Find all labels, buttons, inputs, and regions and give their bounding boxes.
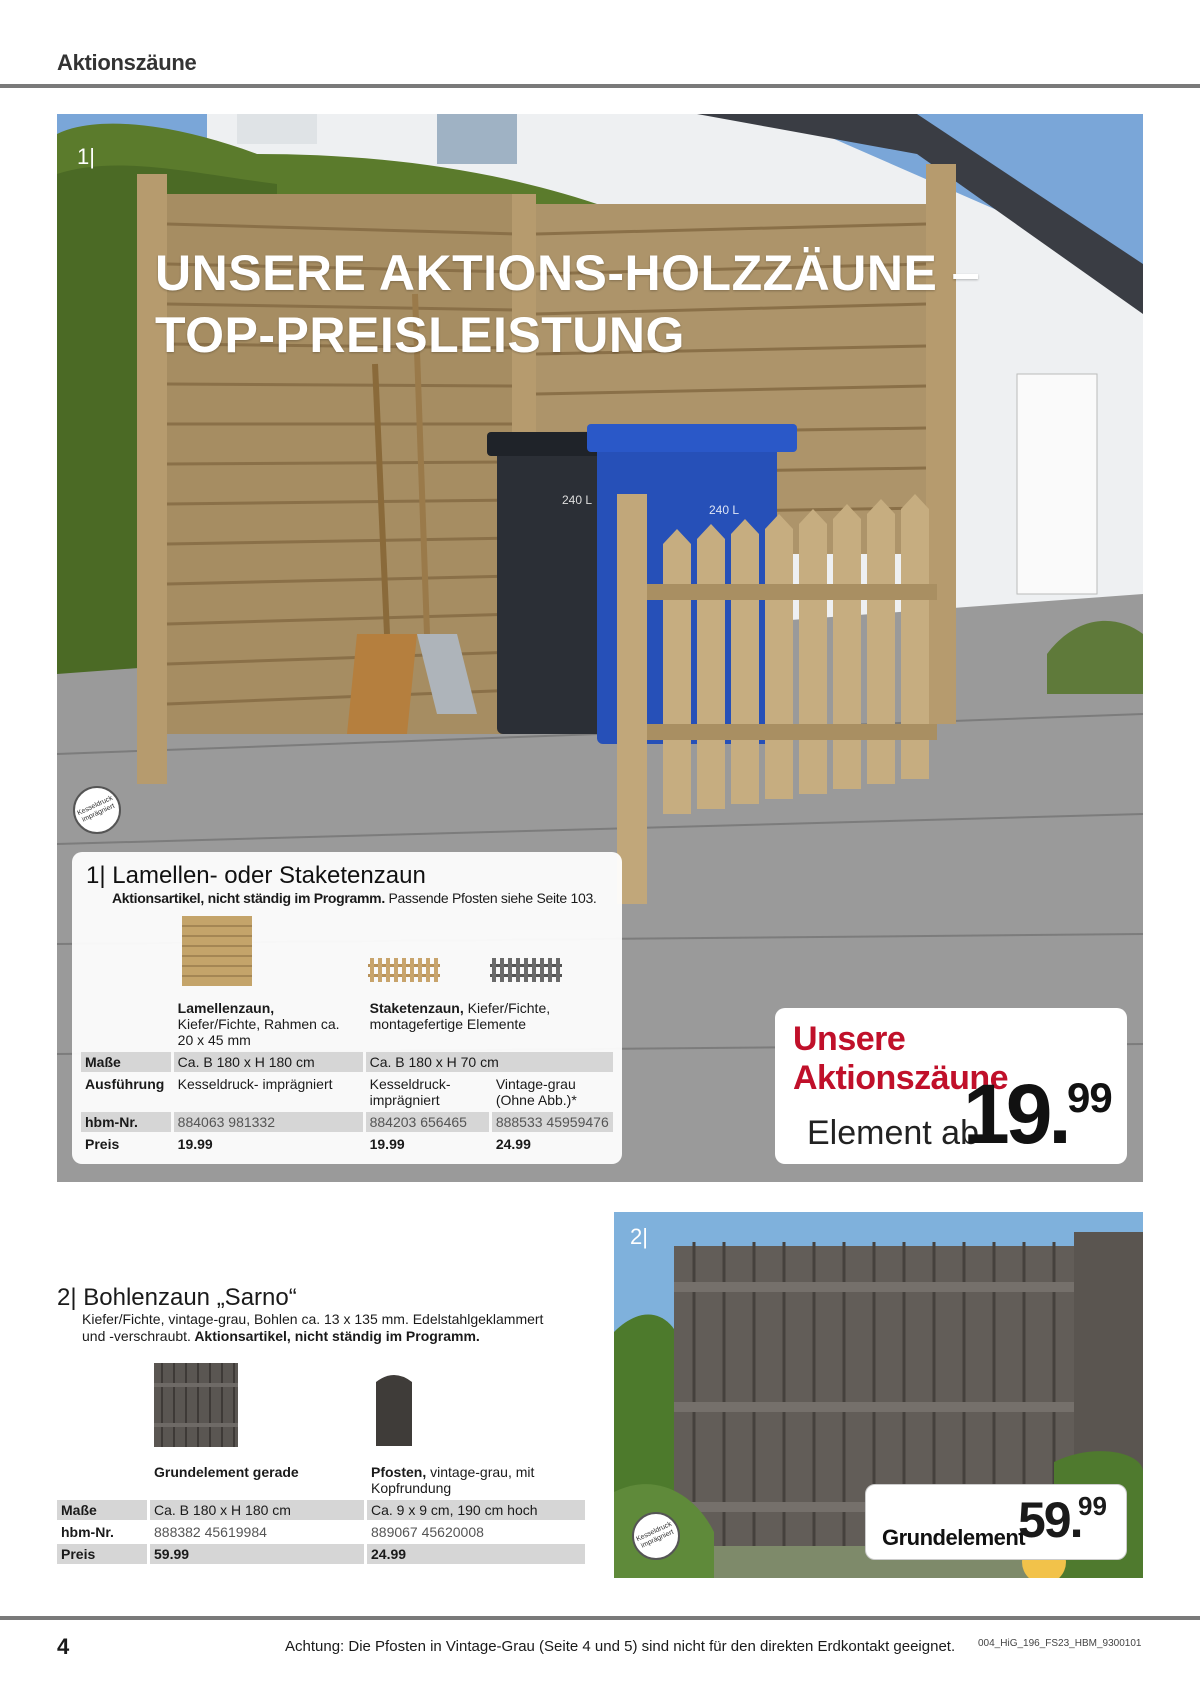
col2-header: Staketenzaun, Kiefer/Fichte, montagefertige Elemente [369, 1000, 551, 1032]
page-number: 4 [57, 1634, 70, 1659]
pfosten-thumbnail [374, 1368, 414, 1446]
product2-subtitle: Kiefer/Fichte, vintage-grau, Bohlen ca. 13 x 135 mm. Edelstahlgeklammert und -verschraubt. Aktionsartikel, nicht ständig im Programm. [82, 1311, 544, 1344]
price-badge-aktionszaeune [775, 1008, 1127, 1164]
bin-label-1: 240 L [562, 493, 593, 507]
footer-divider [0, 1616, 1200, 1620]
hero-item-number: 1| [77, 144, 95, 169]
product2-heading: 2| Bohlenzaun „Sarno“ [57, 1284, 297, 1311]
page-section-title: Aktionszäune [57, 50, 197, 75]
table-row [81, 998, 613, 1050]
price-badge-label: Element ab [807, 1114, 979, 1152]
price-badge-heading: Unsere Aktionszäune [793, 1020, 1009, 1097]
seal-text: Kesseldruck imprägniert [76, 794, 116, 824]
price-badge-main: 19. [963, 1067, 1068, 1161]
product1-sub-normal: Passende Pfosten siehe Seite 103. [384, 890, 597, 906]
header-divider [0, 84, 1200, 88]
bin-label-2: 240 L [709, 503, 740, 517]
price-badge-grundelement [865, 1484, 1127, 1560]
impregnation-seal-icon [632, 1512, 680, 1560]
table-row: Preis 19.99 19.99 24.99 [85, 1136, 531, 1152]
footer-note: Achtung: Die Pfosten in Vintage-Grau (Seite 4 und 5) sind nicht für den direkten Erdkontakt geeignet. [285, 1638, 956, 1655]
price-badge-cents: 99 [1067, 1074, 1112, 1121]
product1-spec-table [78, 996, 616, 1156]
price-badge-2-cents: 99 [1078, 1491, 1107, 1521]
price-badge-2-label: Grundelement [882, 1525, 1026, 1550]
staketenzaun-thumbnail [368, 956, 440, 982]
product2-spec-table [54, 1460, 588, 1566]
impregnation-seal-icon [73, 786, 121, 834]
table-row: Preis 59.99 24.99 [57, 1544, 585, 1564]
product1-spec-box [72, 852, 622, 1164]
product1-subtitle [112, 890, 597, 906]
table-row: Maße Ca. B 180 x H 180 cm Ca. B 180 x H 70 cm [81, 1052, 613, 1072]
table-row: hbm-Nr. 884063 981332 884203 656465 888533 45959476 [81, 1112, 613, 1132]
hero-headline-line1: UNSERE AKTIONS-HOLZZÄUNE – [155, 245, 981, 301]
footer-code: 004_HiG_196_FS23_HBM_9300101 [978, 1638, 1142, 1649]
grundelement-thumbnail [154, 1363, 238, 1447]
product1-sub-bold: Aktionsartikel, nicht ständig im Programm. [112, 890, 385, 906]
seal-text-2: Kesseldruck imprägniert [635, 1520, 675, 1550]
hero-headline-line2: TOP-PREISLEISTUNG [155, 307, 685, 363]
hero-headline [155, 242, 980, 366]
table-row: Ausführung Kesseldruck- imprägniert Kesseldruck- imprägniert Vintage-grau (Ohne Abb.)* [85, 1076, 577, 1108]
price-badge-2-main: 59. [1018, 1492, 1082, 1548]
col1-header: Lamellenzaun, Kiefer/Fichte, Rahmen ca. 20 x 45 mm [177, 1000, 340, 1048]
lamellenzaun-thumbnail [182, 916, 252, 986]
table-row: Grundelement gerade Pfosten, vintage-grau, mit Kopfrundung [154, 1464, 535, 1496]
staketenzaun-vintage-thumbnail [490, 956, 562, 982]
bohlenzaun-image-number: 2| [630, 1224, 648, 1249]
table-row: Maße Ca. B 180 x H 180 cm Ca. 9 x 9 cm, 190 cm hoch [57, 1500, 585, 1520]
table-row: hbm-Nr. 888382 45619984 889067 45620008 [61, 1524, 484, 1540]
product1-heading: 1| Lamellen- oder Staketenzaun [86, 862, 426, 889]
